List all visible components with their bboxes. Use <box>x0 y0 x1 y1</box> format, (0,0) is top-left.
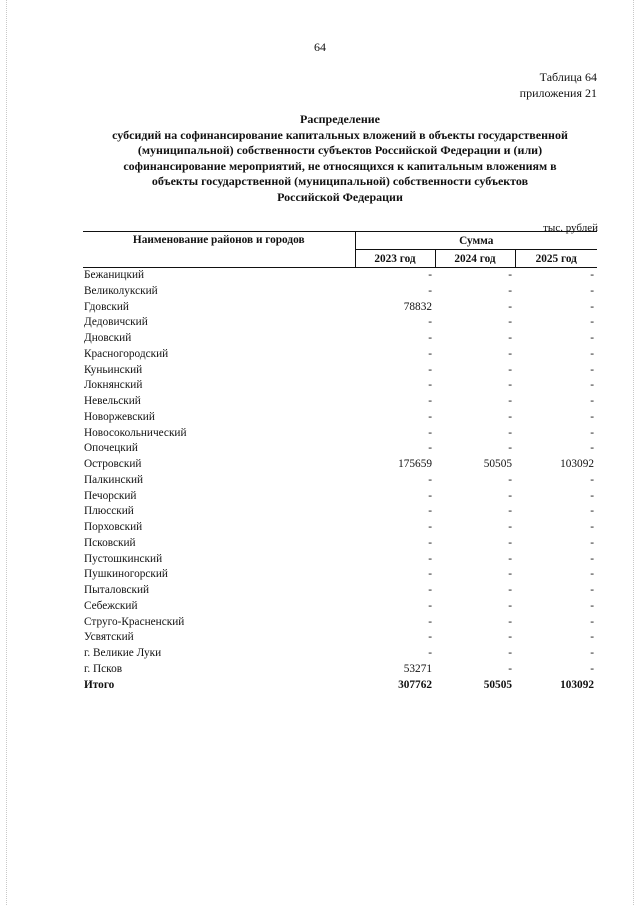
value-2023-cell: - <box>428 505 432 518</box>
district-name-cell: Пустошкинский <box>84 552 163 565</box>
value-2024-cell: - <box>508 631 512 644</box>
table-row <box>83 583 597 599</box>
page-edge-left <box>6 0 7 905</box>
column-header-2024: 2024 год <box>435 250 515 268</box>
column-header-name: Наименование районов и городов <box>83 232 355 268</box>
value-2025-cell: - <box>590 505 594 518</box>
value-2025-cell: - <box>590 442 594 455</box>
value-2025-cell: - <box>590 599 594 612</box>
district-name-cell: Дновский <box>84 332 132 344</box>
value-2025-cell: - <box>590 647 594 659</box>
value-2023-cell: - <box>428 647 432 659</box>
title-line-5: объекты государственной (муниципальной) собственности субъектов <box>151 174 529 189</box>
value-2025-cell: - <box>590 332 594 344</box>
value-2025-cell: - <box>590 584 594 596</box>
district-name-cell: Красногородский <box>84 347 169 360</box>
value-2024-cell: - <box>508 473 512 486</box>
value-2025-cell: - <box>590 631 594 644</box>
value-2023-cell: - <box>428 426 432 439</box>
value-2023-cell: 53271 <box>403 662 432 675</box>
table-row <box>83 268 597 284</box>
value-2025-total-cell: 103092 <box>560 678 594 691</box>
district-name-cell: Локнянский <box>84 379 143 392</box>
table-row <box>83 394 597 410</box>
value-2024-cell: - <box>508 584 512 596</box>
value-2024-cell: - <box>508 300 512 313</box>
value-2023-cell: - <box>428 489 432 502</box>
table-row <box>83 378 597 394</box>
table-row <box>83 457 597 473</box>
column-header-sum: Сумма <box>355 232 597 250</box>
district-name-total-cell: Итого <box>84 678 115 691</box>
district-name-cell: Бежаницкий <box>84 269 145 281</box>
value-2024-cell: - <box>508 521 512 533</box>
value-2025-cell: - <box>590 269 594 281</box>
value-2025-cell: - <box>590 662 594 675</box>
value-2025-cell: - <box>590 316 594 329</box>
value-2024-cell: - <box>508 332 512 344</box>
total-row <box>83 678 597 694</box>
value-2025-cell: - <box>590 363 594 376</box>
table-row <box>83 646 597 662</box>
value-2023-cell: - <box>428 347 432 360</box>
value-2023-total-cell: 307762 <box>398 678 432 691</box>
table-row <box>83 315 597 331</box>
table-row <box>83 473 597 489</box>
value-2025-cell: - <box>590 379 594 392</box>
value-2025-cell: 103092 <box>560 458 594 470</box>
table-row <box>83 567 597 583</box>
value-2024-cell: - <box>508 316 512 329</box>
district-name-cell: Новоржевский <box>84 410 155 423</box>
value-2023-cell: - <box>428 536 432 549</box>
table-row <box>83 489 597 505</box>
value-2024-cell: - <box>508 395 512 407</box>
value-2023-cell: - <box>428 584 432 596</box>
value-2025-cell: - <box>590 426 594 439</box>
table-row <box>83 504 597 520</box>
district-name-cell: Дедовичский <box>84 316 148 329</box>
value-2025-cell: - <box>590 473 594 486</box>
value-2024-cell: - <box>508 426 512 439</box>
table-row <box>83 347 597 363</box>
value-2025-cell: - <box>590 347 594 360</box>
value-2025-cell: - <box>590 521 594 533</box>
table-row <box>83 630 597 646</box>
value-2023-cell: - <box>428 442 432 455</box>
district-name-cell: Великолукский <box>84 284 158 297</box>
district-name-cell: г. Псков <box>84 662 123 675</box>
value-2025-cell: - <box>590 395 594 407</box>
table-row <box>83 520 597 536</box>
value-2025-cell: - <box>590 489 594 502</box>
table-row <box>83 300 597 316</box>
district-name-cell: Порховский <box>84 521 143 533</box>
unit-label: тыс. рублей <box>543 222 598 234</box>
value-2024-cell: - <box>508 662 512 675</box>
value-2023-cell: - <box>428 615 432 628</box>
value-2023-cell: - <box>428 552 432 565</box>
district-name-cell: Гдовский <box>84 300 129 313</box>
value-2024-cell: - <box>508 505 512 518</box>
value-2024-cell: - <box>508 552 512 565</box>
district-name-cell: Усвятский <box>84 631 134 644</box>
value-2023-cell: - <box>428 316 432 329</box>
value-2024-cell: - <box>508 536 512 549</box>
subsidy-distribution-table <box>83 231 597 693</box>
value-2023-cell: - <box>428 521 432 533</box>
value-2024-total-cell: 50505 <box>483 678 512 691</box>
district-name-cell: Опочецкий <box>84 442 138 455</box>
district-name-cell: Печорский <box>84 489 137 502</box>
value-2023-cell: - <box>428 269 432 281</box>
title-line-4: софинансирование мероприятий, не относящихся к капитальным вложениям в <box>123 158 557 173</box>
column-header-2025: 2025 год <box>515 250 597 268</box>
table-header <box>83 232 597 268</box>
table-reference-line1: Таблица 64 <box>539 70 597 84</box>
value-2024-cell: - <box>508 363 512 376</box>
value-2024-cell: - <box>508 269 512 281</box>
district-name-cell: Новосокольнический <box>84 426 187 439</box>
district-name-cell: Пушкиногорский <box>84 568 168 581</box>
district-name-cell: Псковский <box>84 536 136 549</box>
district-name-cell: Островский <box>84 458 142 470</box>
value-2024-cell: - <box>508 489 512 502</box>
title-line-6: Российской Федерации <box>277 189 403 204</box>
table-row <box>83 284 597 300</box>
value-2024-cell: - <box>508 410 512 423</box>
value-2025-cell: - <box>590 568 594 581</box>
value-2023-cell: - <box>428 568 432 581</box>
table-row <box>83 662 597 678</box>
district-name-cell: Палкинский <box>84 473 144 486</box>
value-2024-cell: - <box>508 347 512 360</box>
district-name-cell: Пыталовский <box>84 584 150 596</box>
title-line-2: субсидий на софинансирование капитальных вложений в объекты государственной <box>112 127 568 142</box>
table-row <box>83 552 597 568</box>
district-name-cell: Плюсский <box>84 505 134 518</box>
title-line-3: (муниципальной) собственности субъектов Российской Федерации и (или) <box>137 143 543 158</box>
table-row <box>83 599 597 615</box>
district-name-cell: Невельский <box>84 395 141 407</box>
table-row <box>83 331 597 347</box>
value-2024-cell: 50505 <box>483 458 512 470</box>
value-2023-cell: - <box>428 284 432 297</box>
value-2023-cell: - <box>428 332 432 344</box>
value-2025-cell: - <box>590 552 594 565</box>
value-2023-cell: - <box>428 473 432 486</box>
value-2023-cell: - <box>428 395 432 407</box>
value-2024-cell: - <box>508 284 512 297</box>
document-title <box>60 112 620 206</box>
table-reference <box>520 69 597 101</box>
column-header-2023: 2023 год <box>355 250 435 268</box>
table-row <box>83 426 597 442</box>
value-2023-cell: - <box>428 379 432 392</box>
page-edge-right <box>633 0 634 905</box>
title-line-1: Распределение <box>299 112 381 126</box>
district-name-cell: Куньинский <box>84 363 143 376</box>
value-2025-cell: - <box>590 300 594 313</box>
value-2024-cell: - <box>508 599 512 612</box>
value-2024-cell: - <box>508 647 512 659</box>
page-number: 64 <box>314 40 326 54</box>
value-2023-cell: - <box>428 410 432 423</box>
table-row <box>83 441 597 457</box>
table-row <box>83 615 597 631</box>
value-2023-cell: 175659 <box>398 458 432 470</box>
value-2024-cell: - <box>508 442 512 455</box>
value-2025-cell: - <box>590 284 594 297</box>
district-name-cell: Себежский <box>84 599 138 612</box>
value-2025-cell: - <box>590 615 594 628</box>
table-row <box>83 536 597 552</box>
table-reference-line2: приложения 21 <box>519 86 597 100</box>
value-2024-cell: - <box>508 379 512 392</box>
value-2025-cell: - <box>590 410 594 423</box>
table-row <box>83 410 597 426</box>
value-2023-cell: - <box>428 631 432 644</box>
district-name-cell: Струго-Красненский <box>84 615 185 628</box>
table-row <box>83 363 597 379</box>
value-2024-cell: - <box>508 615 512 628</box>
value-2023-cell: - <box>428 599 432 612</box>
value-2023-cell: 78832 <box>403 300 432 313</box>
value-2023-cell: - <box>428 363 432 376</box>
value-2025-cell: - <box>590 536 594 549</box>
table-body <box>83 268 597 694</box>
value-2024-cell: - <box>508 568 512 581</box>
district-name-cell: г. Великие Луки <box>84 647 162 659</box>
